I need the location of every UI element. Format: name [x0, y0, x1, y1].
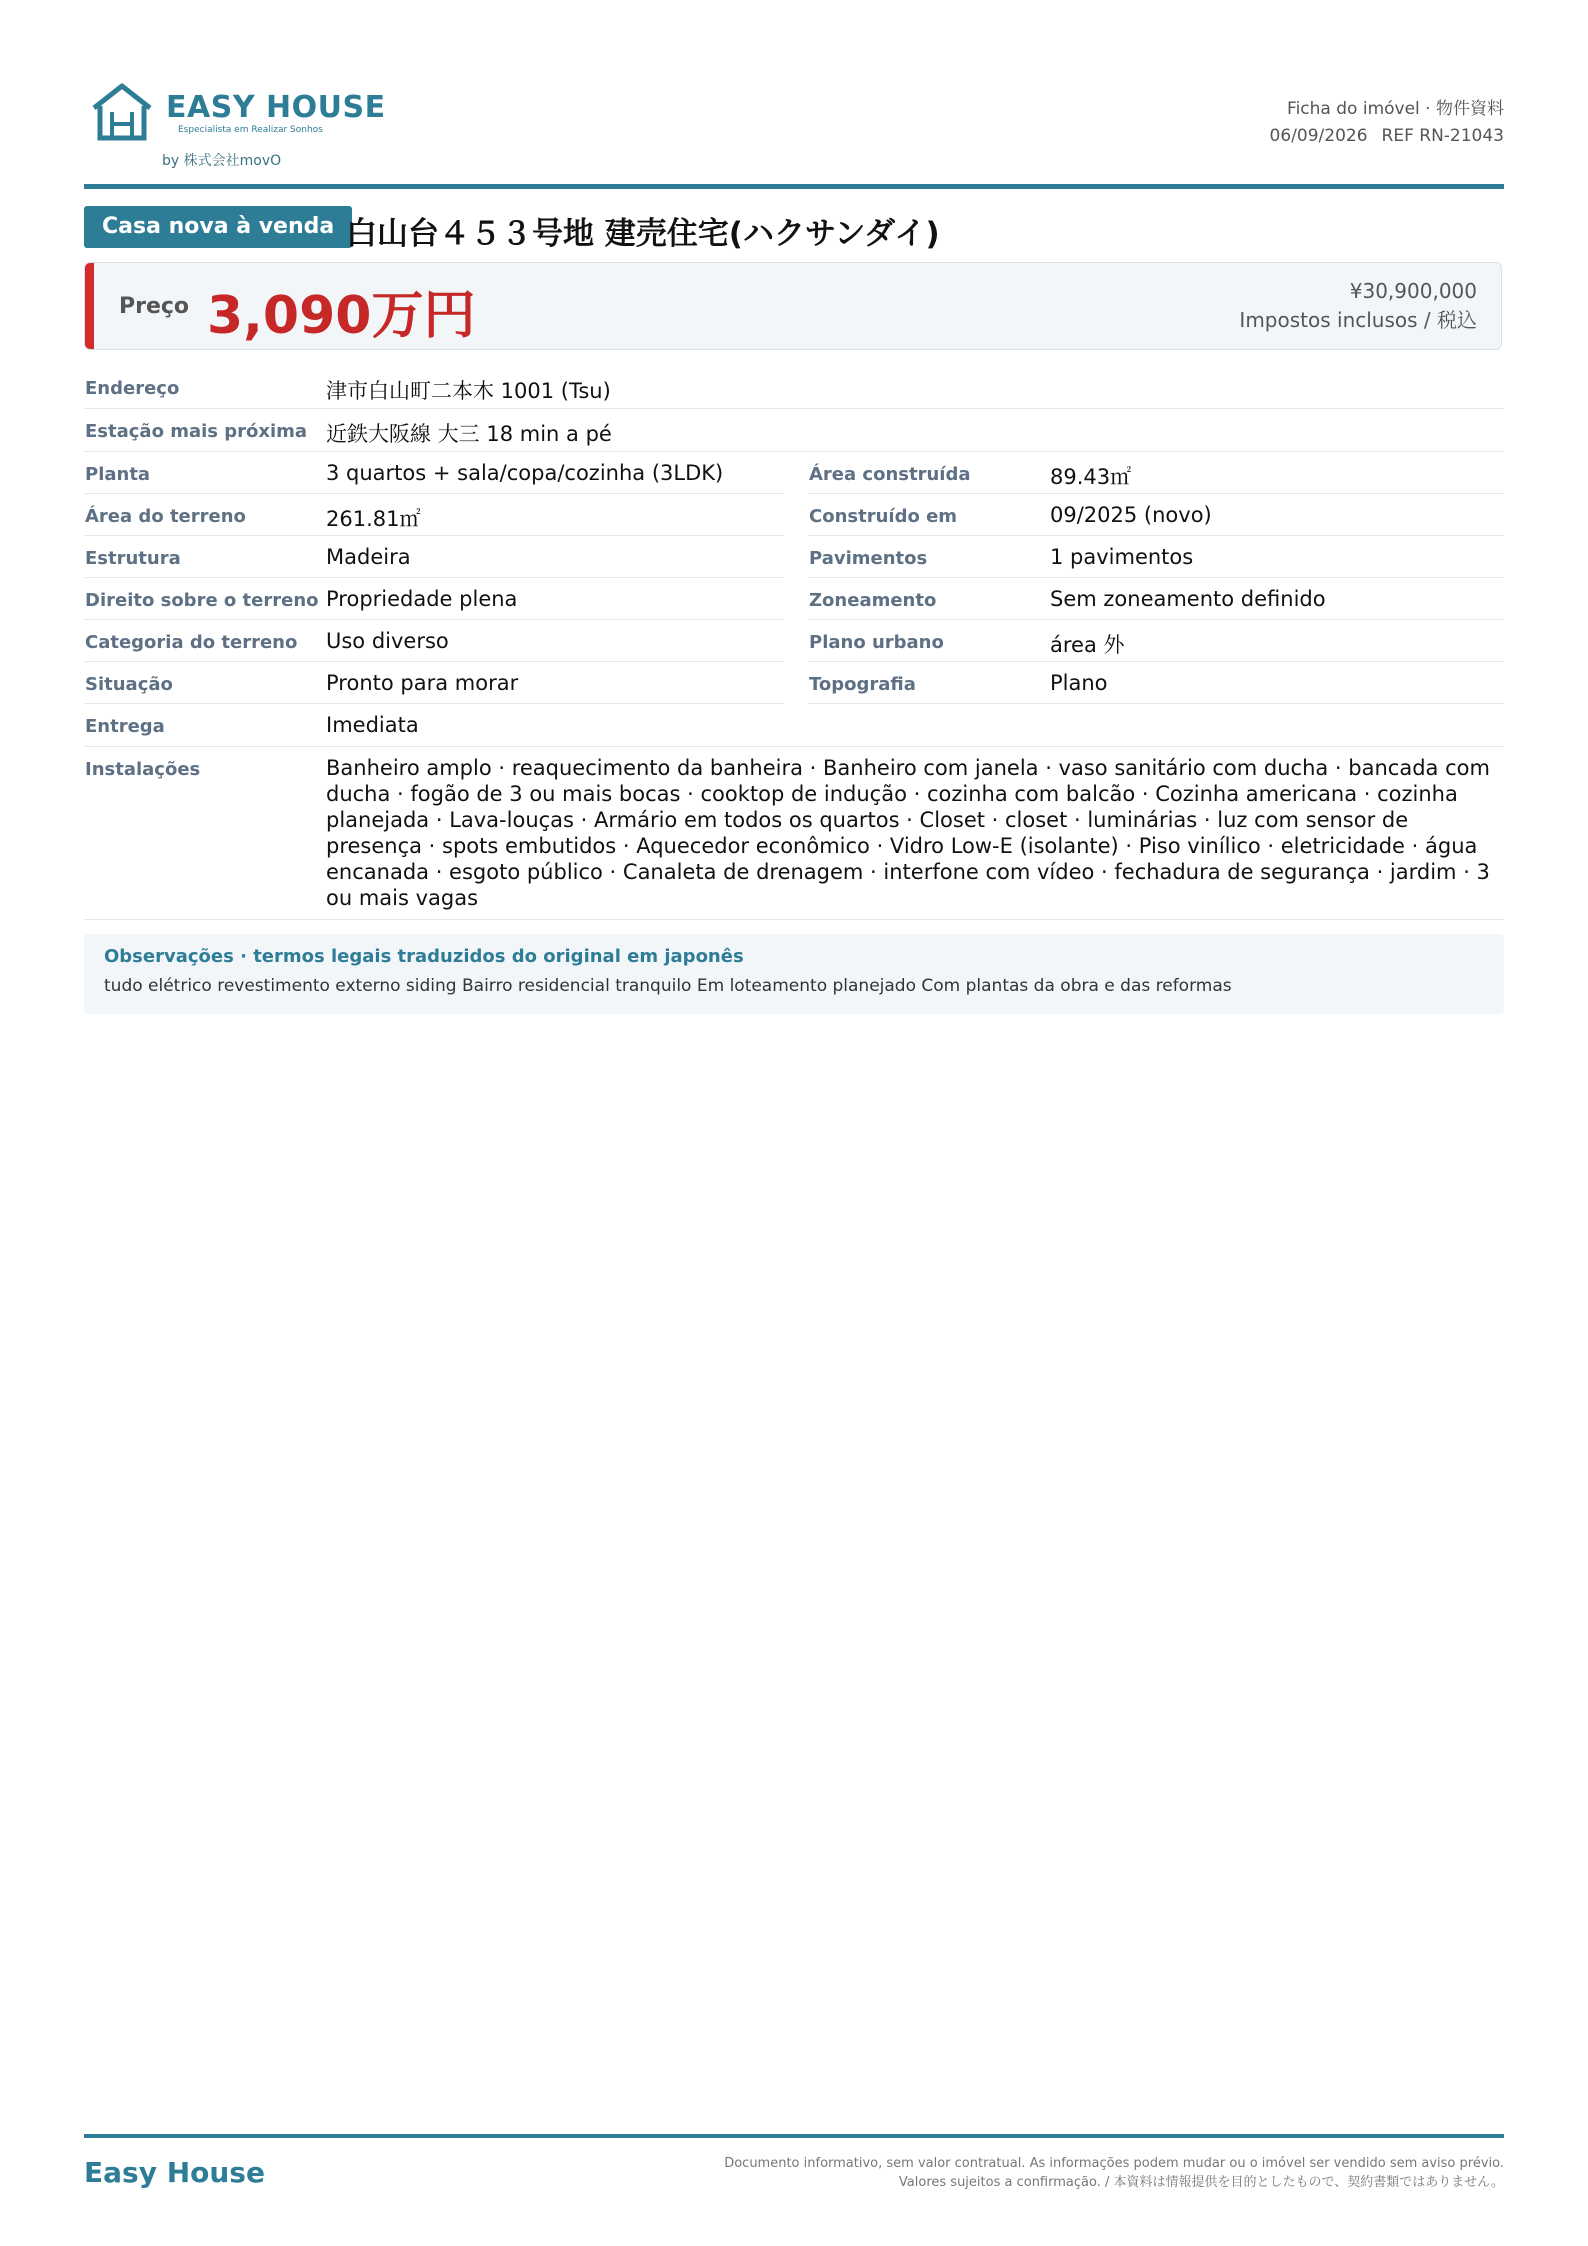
- detail-label: Categoria do terreno: [85, 632, 298, 653]
- property-title: 白山台４５３号地 建売住宅(ハクサンダイ): [346, 216, 940, 252]
- detail-label: Topografia: [809, 674, 916, 695]
- detail-value: 3 quartos + sala/copa/cozinha (3LDK): [326, 461, 724, 485]
- detail-label: Área construída: [809, 464, 971, 485]
- detail-label: Pavimentos: [809, 548, 928, 569]
- detail-cell: [84, 662, 784, 704]
- detail-label: Estação mais próxima: [85, 421, 308, 442]
- detail-value: área 外: [1050, 633, 1125, 657]
- price-details: [1239, 277, 1477, 335]
- document-date: 06/09/2026: [1269, 126, 1368, 146]
- facilities-list: Banheiro amplo · reaquecimento da banheira · Banheiro com janela · vaso sanitário com ducha · bancada com ducha · fogão de 3 ou mais bocas · cooktop de indução · cozinha com balcão · Cozinha americana · cozinha planejada · Lava-louças · Armário em todos os quartos · Closet · closet · luminárias · luz com sensor de presença · spots embutidos · Aquecedor econômico · Vidro Low-E (isolante) · Piso vinílico · eletricidade · água encanada · esgoto público · Canaleta de drenagem · interfone com vídeo · fechadura de segurança · jardim · 3 ou mais vagas: [326, 756, 1490, 910]
- logo: [90, 82, 390, 172]
- details-table: [84, 366, 1504, 920]
- detail-cell: [808, 452, 1504, 494]
- notes-text: tudo elétrico revestimento externo siding Bairro residencial tranquilo Em loteamento planejado Com plantas da obra e das reformas: [104, 976, 1232, 996]
- price-value: 3,090万円: [207, 286, 476, 346]
- property-sheet: [84, 0, 1504, 2246]
- detail-value: Propriedade plena: [326, 587, 518, 611]
- logo-by: by 株式会社movO: [162, 153, 282, 169]
- notes-title: Observações · termos legais traduzidos do original em japonês: [104, 946, 744, 967]
- house-logo-icon: [90, 82, 154, 142]
- detail-label: Zoneamento: [809, 590, 937, 611]
- detail-row: [84, 662, 1504, 704]
- price-label: Preço: [119, 294, 190, 319]
- detail-value: 1 pavimentos: [1050, 545, 1194, 569]
- detail-value: Sem zoneamento definido: [1050, 587, 1326, 611]
- detail-label: Situação: [85, 674, 173, 695]
- detail-label: Área do terreno: [85, 506, 246, 527]
- detail-value: 89.43㎡: [1050, 465, 1132, 489]
- detail-cell: [808, 578, 1504, 620]
- detail-label: Planta: [85, 464, 151, 485]
- detail-label: Direito sobre o terreno: [85, 590, 319, 611]
- detail-value: 津市白山町二本木 1001 (Tsu): [326, 379, 611, 403]
- price-accent-bar: [85, 263, 94, 349]
- detail-value: Imediata: [326, 713, 419, 737]
- detail-cell: [84, 452, 784, 494]
- header: [84, 80, 1504, 180]
- reference-number: REF RN-21043: [1381, 126, 1504, 146]
- detail-row: [84, 578, 1504, 620]
- detail-row: [84, 452, 1504, 494]
- detail-cell: [808, 536, 1504, 578]
- detail-label: Plano urbano: [809, 632, 944, 653]
- title-row: [84, 206, 1504, 250]
- detail-row: [84, 494, 1504, 536]
- detail-value: Plano: [1050, 671, 1108, 695]
- detail-row-delivery: [84, 704, 1504, 747]
- detail-row-station: [84, 409, 1504, 452]
- detail-value: Uso diverso: [326, 629, 449, 653]
- detail-row: [84, 536, 1504, 578]
- price-box: [84, 262, 1502, 350]
- footer-disclaimer: Documento informativo, sem valor contratual. As informações podem mudar ou o imóvel ser vendido sem aviso prévio. Valores sujeitos a confirmação. / 本資料は情報提供を目的としたもので、契約書類ではありません。: [724, 2156, 1504, 2190]
- detail-label: Instalações: [85, 759, 201, 780]
- detail-value: 09/2025 (novo): [1050, 503, 1212, 527]
- price-yen-full: ¥30,900,000: [1349, 279, 1477, 303]
- detail-cell: [808, 620, 1504, 662]
- detail-value: Pronto para morar: [326, 671, 519, 695]
- detail-label: Entrega: [85, 716, 165, 737]
- detail-label: Estrutura: [85, 548, 181, 569]
- document-meta: [1270, 96, 1504, 150]
- footer-divider: [84, 2134, 1504, 2138]
- detail-cell: [84, 578, 784, 620]
- detail-row: [84, 620, 1504, 662]
- detail-row-address: [84, 366, 1504, 409]
- notes-box: [84, 934, 1504, 1014]
- detail-value: Madeira: [326, 545, 411, 569]
- detail-cell: [84, 536, 784, 578]
- logo-tagline: Especialista em Realizar Sonhos: [178, 125, 323, 135]
- detail-cell: [84, 620, 784, 662]
- document-type: Ficha do imóvel · 物件資料: [1287, 99, 1504, 119]
- detail-row-facilities: [84, 747, 1504, 920]
- listing-type-badge: Casa nova à venda: [84, 206, 352, 248]
- detail-label: Endereço: [85, 378, 180, 399]
- header-divider: [84, 184, 1504, 189]
- detail-cell: [808, 662, 1504, 704]
- detail-label: Construído em: [809, 506, 958, 527]
- detail-cell: [808, 494, 1504, 536]
- detail-value: 近鉄大阪線 大三 18 min a pé: [326, 422, 612, 446]
- detail-cell: [84, 494, 784, 536]
- price-tax-note: Impostos inclusos / 税込: [1239, 308, 1477, 332]
- detail-value: 261.81㎡: [326, 507, 421, 531]
- footer-brand: Easy House: [84, 2156, 265, 2189]
- logo-title: EASY HOUSE: [166, 90, 386, 125]
